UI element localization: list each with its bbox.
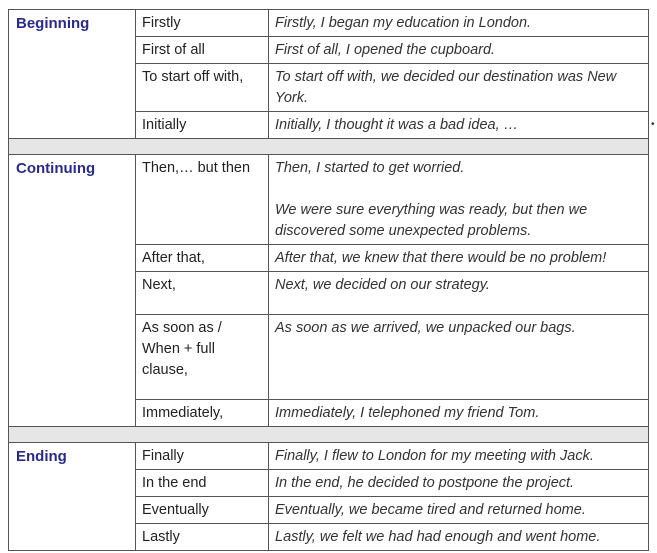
example-sentence: First of all, I opened the cupboard.	[269, 37, 649, 64]
section-title-ending: Ending	[9, 443, 136, 551]
paragraph-gap	[275, 179, 643, 200]
table-row	[9, 443, 649, 470]
example-sentence: Finally, I flew to London for my meeting with Jack.	[269, 443, 649, 470]
example-sentence-cell	[269, 155, 649, 245]
example-sentence: Then, I started to get worried.	[275, 160, 465, 176]
table-row	[9, 155, 649, 245]
sequencing-word: Next,	[136, 272, 269, 315]
example-sentence: To start off with, we decided our destination was New York.	[269, 64, 649, 112]
sequencing-words-table	[8, 9, 649, 551]
sequencing-word: Eventually	[136, 497, 269, 524]
sequencing-word: As soon as / When + full clause,	[136, 315, 269, 400]
sequencing-word: Immediately,	[136, 400, 269, 427]
section-title-beginning: Beginning	[9, 10, 136, 139]
example-sentence: Immediately, I telephoned my friend Tom.	[269, 400, 649, 427]
sequencing-word: Finally	[136, 443, 269, 470]
section-title-continuing: Continuing	[9, 155, 136, 427]
sequencing-word: After that,	[136, 245, 269, 272]
example-sentence: In the end, he decided to postpone the project.	[269, 470, 649, 497]
example-sentence: Next, we decided on our strategy.	[269, 272, 649, 315]
sequencing-word: Then,… but then	[136, 155, 269, 245]
example-sentence: Firstly, I began my education in London.	[269, 10, 649, 37]
sequencing-word: Initially	[136, 112, 269, 139]
example-sentence: Eventually, we became tired and returned home.	[269, 497, 649, 524]
example-sentence: Lastly, we felt we had had enough and went home.	[269, 524, 649, 551]
example-sentence: As soon as we arrived, we unpacked our bags.	[269, 315, 649, 400]
sequencing-word: In the end	[136, 470, 269, 497]
sequencing-word: To start off with,	[136, 64, 269, 112]
example-sentence: We were sure everything was ready, but then we discovered some unexpected problems.	[275, 202, 588, 239]
sequencing-word: First of all	[136, 37, 269, 64]
separator-cell	[9, 139, 649, 155]
separator-cell	[9, 427, 649, 443]
stray-dot-mark: •	[651, 119, 655, 130]
example-sentence: After that, we knew that there would be no problem!	[269, 245, 649, 272]
sequencing-word: Firstly	[136, 10, 269, 37]
example-sentence: Initially, I thought it was a bad idea, …	[269, 112, 649, 139]
sequencing-word: Lastly	[136, 524, 269, 551]
section-separator	[9, 427, 649, 443]
section-separator	[9, 139, 649, 155]
table-row	[9, 10, 649, 37]
